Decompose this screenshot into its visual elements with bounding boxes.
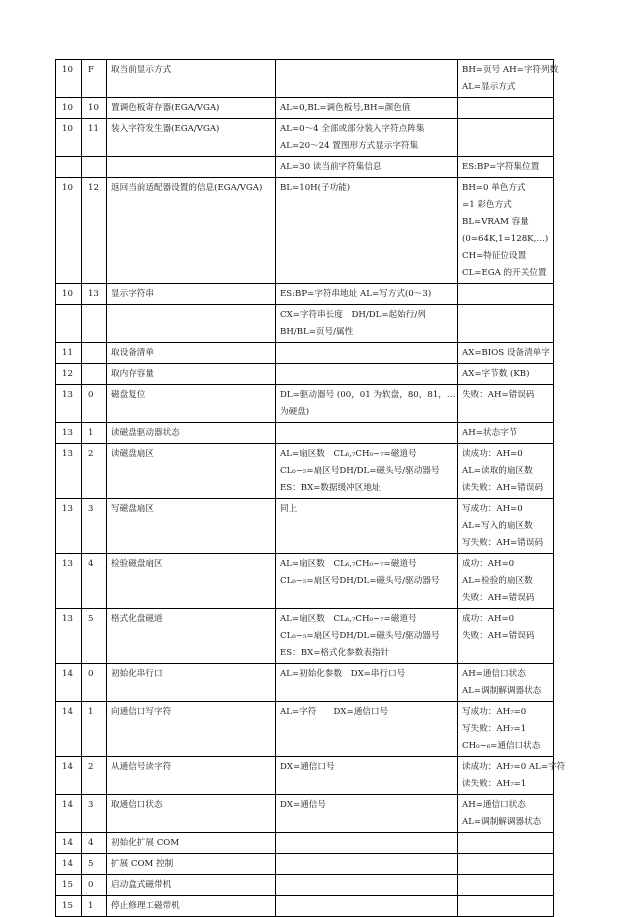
cell-line: AL=20～24 置图形方式显示字符集 — [280, 141, 419, 151]
input-cell — [276, 702, 458, 757]
function-cell — [107, 157, 276, 178]
al-cell — [82, 305, 107, 343]
cell-line: 失败：AH=错误码 — [462, 593, 535, 603]
cell-line: 读失败：AH=错误码 — [462, 483, 544, 493]
input-cell — [276, 423, 458, 444]
cell-line: 显示字符串 — [111, 289, 154, 299]
cell-line: DX=通信号 — [280, 800, 326, 810]
input-cell — [276, 609, 458, 664]
table-row — [56, 98, 554, 119]
output-cell — [458, 119, 554, 157]
output-cell — [458, 343, 554, 364]
output-cell — [458, 305, 554, 343]
cell-line: 写磁盘扇区 — [111, 504, 154, 514]
cell-line: 启动盒式磁带机 — [111, 880, 172, 890]
ah-cell: 11 — [56, 343, 82, 364]
al-cell: F — [82, 60, 107, 98]
table-row — [56, 423, 554, 444]
output-cell — [458, 757, 566, 795]
input-cell — [276, 119, 458, 157]
output-cell — [458, 702, 554, 757]
function-cell — [107, 385, 276, 423]
output-cell — [458, 444, 554, 499]
ah-cell: 13 — [56, 499, 82, 554]
cell-line: AL=初始化参数 DX=串行口号 — [280, 669, 406, 679]
function-cell — [107, 757, 276, 795]
cell-line: 写失败：AH₇=1 — [462, 724, 527, 734]
input-cell — [276, 875, 458, 896]
cell-line: 停止修理工磁带机 — [111, 901, 180, 911]
cell-line: 成功：AH=0 — [462, 614, 515, 624]
cell-line: 取当前显示方式 — [111, 65, 172, 75]
table-row — [56, 178, 554, 284]
table-row — [56, 305, 554, 343]
function-cell — [107, 364, 276, 385]
input-cell — [276, 795, 458, 833]
cell-line: AL=调制解调器状态 — [462, 817, 542, 827]
function-cell — [107, 284, 276, 305]
ah-cell: 10 — [56, 60, 82, 98]
cell-line: AL=检验的扇区数 — [462, 576, 533, 586]
ah-cell — [56, 157, 82, 178]
cell-line: 检验磁盘扇区 — [111, 559, 163, 569]
cell-line: 读磁盘驱动器状态 — [111, 428, 180, 438]
function-cell — [107, 554, 276, 609]
ah-cell: 14 — [56, 757, 82, 795]
cell-line: 返回当前适配器设置的信息(EGA/VGA) — [111, 183, 263, 193]
cell-line: (0=64K,1=128K,…) — [462, 234, 549, 244]
input-cell — [276, 664, 458, 702]
al-cell: 3 — [82, 499, 107, 554]
function-cell — [107, 875, 276, 896]
input-cell — [276, 364, 458, 385]
table-row — [56, 896, 554, 917]
cell-line: 磁盘复位 — [111, 390, 146, 400]
input-cell — [276, 499, 458, 554]
function-cell — [107, 702, 276, 757]
function-cell — [107, 305, 276, 343]
al-cell: 1 — [82, 423, 107, 444]
table-row — [56, 119, 554, 157]
al-cell — [82, 364, 107, 385]
table-row — [56, 833, 554, 854]
output-cell — [458, 98, 554, 119]
cell-line: AL=扇区数 CL₆,₇CH₀~₇=磁道号 — [280, 449, 417, 459]
output-cell — [458, 664, 554, 702]
cell-line: 写失败：AH=错误码 — [462, 538, 544, 548]
ah-cell: 13 — [56, 444, 82, 499]
function-cell — [107, 119, 276, 157]
output-cell — [458, 60, 559, 98]
cell-line: BL=10H(子功能) — [280, 183, 351, 193]
cell-line: BH/BL=页号/属性 — [280, 327, 354, 337]
cell-line: ES：BX=数据缓冲区地址 — [280, 483, 381, 493]
output-cell — [458, 364, 554, 385]
output-cell — [458, 896, 554, 917]
cell-line: 写成功：AH₇=0 — [462, 707, 527, 717]
cell-line: ES:BP=字符集位置 — [462, 162, 540, 172]
table-row — [56, 875, 554, 896]
function-cell — [107, 795, 276, 833]
cell-line: 装入字符发生器(EGA/VGA) — [111, 124, 220, 134]
al-cell: 11 — [82, 119, 107, 157]
cell-line: AL=扇区数 CL₆,₇CH₀~₇=磁道号 — [280, 614, 417, 624]
cell-line: CL₀~₅=扇区号DH/DL=磁头号/驱动器号 — [280, 576, 440, 586]
cell-line: 为硬盘) — [280, 407, 310, 417]
function-cell — [107, 854, 276, 875]
cell-line: CL=EGA 的开关位置 — [462, 268, 547, 278]
cell-line: DX=通信口号 — [280, 762, 335, 772]
cell-line: AL=读取的扇区数 — [462, 466, 533, 476]
input-cell — [276, 554, 458, 609]
cell-line: 取通信口状态 — [111, 800, 163, 810]
table-row — [56, 385, 554, 423]
function-cell — [107, 444, 276, 499]
input-cell — [276, 284, 458, 305]
function-cell — [107, 60, 276, 98]
ah-cell: 14 — [56, 664, 82, 702]
cell-line: AL=写入的扇区数 — [462, 521, 533, 531]
cell-line: 失败：AH=错误码 — [462, 631, 535, 641]
table-row — [56, 609, 554, 664]
cell-line: CX=字符串长度 DH/DL=起始行/列 — [280, 310, 426, 320]
cell-line: =1 彩色方式 — [462, 200, 512, 210]
cell-line: ES：BX=格式化参数表指针 — [280, 648, 390, 658]
table-row — [56, 364, 554, 385]
al-cell: 2 — [82, 444, 107, 499]
ah-cell: 13 — [56, 609, 82, 664]
input-cell — [276, 305, 458, 343]
cell-line: AL=显示方式 — [462, 82, 516, 92]
input-cell — [276, 444, 458, 499]
cell-line: AL=0～4 全部或部分装入字符点阵集 — [280, 124, 425, 134]
cell-line: 读失败：AH₇=1 — [462, 779, 527, 789]
output-cell — [458, 178, 554, 284]
al-cell: 4 — [82, 833, 107, 854]
ah-cell: 10 — [56, 98, 82, 119]
al-cell: 0 — [82, 385, 107, 423]
cell-line: AX=字节数 (KB) — [462, 369, 530, 379]
ah-cell: 10 — [56, 178, 82, 284]
ah-cell: 13 — [56, 554, 82, 609]
al-cell: 5 — [82, 609, 107, 664]
ah-cell: 10 — [56, 284, 82, 305]
bios-function-table — [55, 59, 566, 917]
ah-cell: 14 — [56, 702, 82, 757]
cell-line: BH=页号 AH=字符列数 — [462, 65, 559, 75]
cell-line: CL₀~₅=扇区号DH/DL=磁头号/驱动器号 — [280, 631, 440, 641]
input-cell — [276, 854, 458, 875]
input-cell — [276, 60, 458, 98]
table-row — [56, 444, 554, 499]
function-cell — [107, 896, 276, 917]
output-cell — [458, 609, 554, 664]
cell-line: 读成功：AH=0 — [462, 449, 523, 459]
input-cell — [276, 833, 458, 854]
cell-line: ES:BP=字符串地址 AL=写方式(0～3) — [280, 289, 432, 299]
input-cell — [276, 157, 458, 178]
table-row — [56, 757, 554, 795]
output-cell — [458, 385, 554, 423]
cell-line: CH₀~₆=通信口状态 — [462, 741, 541, 751]
output-cell — [458, 795, 554, 833]
output-cell — [458, 854, 554, 875]
al-cell: 5 — [82, 854, 107, 875]
al-cell: 13 — [82, 284, 107, 305]
input-cell — [276, 98, 458, 119]
cell-line: BH=0 单色方式 — [462, 183, 526, 193]
table-row — [56, 854, 554, 875]
cell-line: AX=BIOS 设备清单字 — [462, 348, 550, 358]
output-cell — [458, 554, 554, 609]
ah-cell: 13 — [56, 423, 82, 444]
cell-line: 从通信号读字符 — [111, 762, 172, 772]
cell-line: 置调色板寄存器(EGA/VGA) — [111, 103, 220, 113]
cell-line: 成功：AH=0 — [462, 559, 515, 569]
table-row — [56, 664, 554, 702]
table-row — [56, 702, 554, 757]
cell-line: 读磁盘扇区 — [111, 449, 154, 459]
cell-line: BL=VRAM 容量 — [462, 217, 529, 227]
ah-cell: 15 — [56, 896, 82, 917]
cell-line: CL₀~₅=扇区号DH/DL=磁头号/驱动器号 — [280, 466, 440, 476]
cell-line: 失败：AH=错误码 — [462, 390, 535, 400]
output-cell — [458, 157, 554, 178]
table-row — [56, 554, 554, 609]
output-cell — [458, 875, 554, 896]
cell-line: AL=30 读当前字符集信息 — [280, 162, 382, 172]
ah-cell: 13 — [56, 385, 82, 423]
ah-cell — [56, 305, 82, 343]
cell-line: 初始化扩展 COM — [111, 838, 180, 848]
cell-line: AH=通信口状态 — [462, 800, 526, 810]
table-row — [56, 60, 554, 98]
function-cell — [107, 423, 276, 444]
function-cell — [107, 833, 276, 854]
ah-cell: 12 — [56, 364, 82, 385]
input-cell — [276, 178, 458, 284]
table-row — [56, 284, 554, 305]
cell-line: 初始化串行口 — [111, 669, 163, 679]
ah-cell: 14 — [56, 795, 82, 833]
cell-line: AH=通信口状态 — [462, 669, 526, 679]
cell-line: 向通信口写字符 — [111, 707, 172, 717]
al-cell — [82, 343, 107, 364]
al-cell: 4 — [82, 554, 107, 609]
ah-cell: 15 — [56, 875, 82, 896]
cell-line: 扩展 COM 控制 — [111, 859, 174, 869]
al-cell: 12 — [82, 178, 107, 284]
table-row — [56, 157, 554, 178]
ah-cell: 14 — [56, 833, 82, 854]
al-cell: 3 — [82, 795, 107, 833]
al-cell: 0 — [82, 875, 107, 896]
cell-line: 读成功：AH₇=0 AL=字符 — [462, 762, 566, 772]
al-cell: 1 — [82, 896, 107, 917]
cell-line: AH=状态字节 — [462, 428, 518, 438]
cell-line: 写成功：AH=0 — [462, 504, 523, 514]
output-cell — [458, 499, 554, 554]
table-row — [56, 499, 554, 554]
table-body — [56, 60, 566, 917]
input-cell — [276, 757, 458, 795]
cell-line: AL=扇区数 CL₆,₇CH₀~₇=磁道号 — [280, 559, 417, 569]
cell-line: AL=调制解调器状态 — [462, 686, 542, 696]
cell-line: CH=特征位设置 — [462, 251, 527, 261]
function-cell — [107, 664, 276, 702]
table-row — [56, 795, 554, 833]
al-cell — [82, 157, 107, 178]
input-cell — [276, 343, 458, 364]
function-cell — [107, 178, 276, 284]
cell-line: AL=字符 DX=通信口号 — [280, 707, 389, 717]
cell-line: 取设备清单 — [111, 348, 154, 358]
input-cell — [276, 385, 458, 423]
cell-line: AL=0,BL=调色板号,BH=颜色值 — [280, 103, 411, 113]
cell-line: 格式化盘磁道 — [111, 614, 163, 624]
al-cell: 2 — [82, 757, 107, 795]
function-cell — [107, 343, 276, 364]
output-cell — [458, 423, 554, 444]
al-cell: 1 — [82, 702, 107, 757]
output-cell — [458, 284, 554, 305]
function-cell — [107, 609, 276, 664]
cell-line: 取内存容量 — [111, 369, 154, 379]
al-cell: 10 — [82, 98, 107, 119]
function-cell — [107, 499, 276, 554]
function-cell — [107, 98, 276, 119]
input-cell — [276, 896, 458, 917]
al-cell: 0 — [82, 664, 107, 702]
cell-line: DL=驱动器号 (00，01 为软盘，80，81，… — [280, 390, 456, 400]
cell-line: 同上 — [280, 504, 298, 514]
ah-cell: 14 — [56, 854, 82, 875]
table-row — [56, 343, 554, 364]
ah-cell: 10 — [56, 119, 82, 157]
output-cell — [458, 833, 554, 854]
